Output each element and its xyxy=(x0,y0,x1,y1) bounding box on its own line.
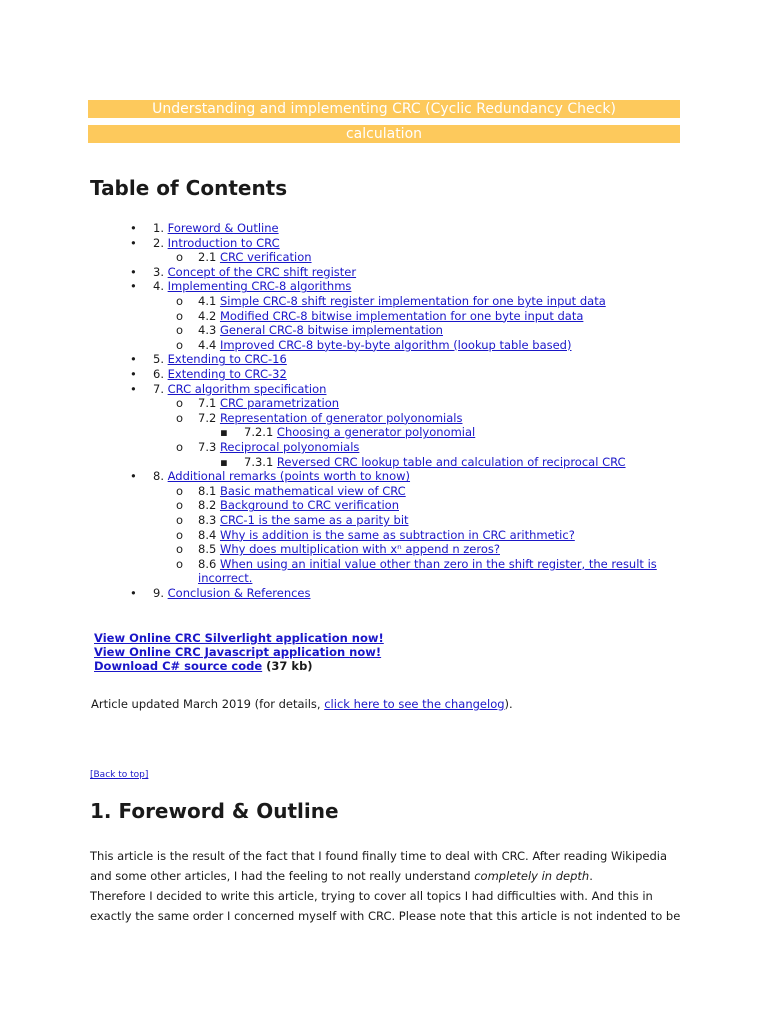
toc-bullet-icon: ▪ xyxy=(220,454,228,469)
toc-item xyxy=(198,396,339,410)
toc-item-link-continued[interactable]: incorrect. xyxy=(198,571,253,586)
toc-bullet-icon: • xyxy=(130,381,137,396)
toc-bullet-icon: • xyxy=(130,469,137,484)
toc-item-number: 8.5 xyxy=(198,542,220,557)
toc-item-link[interactable]: When using an initial value other than zero in the shift register, the result is xyxy=(219,556,657,571)
toc-bullet-icon: o xyxy=(176,498,184,513)
toc-item-number: 4.2 xyxy=(198,308,220,323)
toc-item-link[interactable]: General CRC-8 bitwise implementation xyxy=(219,323,443,338)
toc-bullet-icon: • xyxy=(130,367,137,381)
toc-bullet-icon: o xyxy=(176,513,184,527)
toc-bullet-icon: o xyxy=(176,440,184,454)
toc-item-link[interactable]: Extending to CRC-32 xyxy=(167,367,287,381)
toc-item xyxy=(153,221,279,235)
toc-item-number: 1. xyxy=(153,221,168,235)
toc-item-link[interactable]: Concept of the CRC shift register xyxy=(167,264,357,279)
toc-bullet-icon: o xyxy=(176,337,184,352)
toc-bullet-icon: o xyxy=(176,527,184,542)
updated-suffix: ). xyxy=(504,697,513,711)
toc-item xyxy=(153,586,311,600)
toc-item xyxy=(198,484,406,498)
toc-item-number: 4.1 xyxy=(198,294,220,308)
toc-bullet-icon: • xyxy=(130,279,137,294)
toc-item xyxy=(244,425,475,439)
download-links xyxy=(94,631,384,673)
toc-bullet-icon: o xyxy=(176,396,184,411)
toc-item-link[interactable]: Background to CRC verification xyxy=(219,498,399,513)
back-to-top-link[interactable]: [Back to top] xyxy=(90,770,149,780)
toc-item xyxy=(153,352,287,366)
toc-item xyxy=(198,557,657,571)
toc-bullet-icon: • xyxy=(130,264,137,279)
toc-item-number: 8.3 xyxy=(198,513,220,527)
toc-bullet-icon: o xyxy=(176,410,184,425)
toc-item-number: 8. xyxy=(153,469,168,484)
download-size: (37 kb) xyxy=(262,659,313,673)
toc-item-link[interactable]: Implementing CRC-8 algorithms xyxy=(167,279,352,294)
toc-item-number: 3. xyxy=(153,264,168,279)
toc-bullet-icon: o xyxy=(176,542,184,557)
toc-item-number: 7.2.1 xyxy=(244,425,277,440)
toc-bullet-icon: • xyxy=(130,221,137,235)
toc-item-link[interactable]: Representation of generator polyonomials xyxy=(219,410,463,425)
toc-item-number: 8.4 xyxy=(198,527,220,542)
section-1-heading: 1. Foreword & Outline xyxy=(90,799,339,823)
toc-item-link[interactable]: Reversed CRC lookup table and calculation of reciprocal CRC xyxy=(276,454,626,469)
toc-item-number: 4.3 xyxy=(198,323,220,338)
toc-item-number: 7.3.1 xyxy=(244,454,277,469)
toc-item xyxy=(244,455,626,469)
toc-item-link[interactable]: Conclusion & References xyxy=(167,586,311,600)
toc-item-number: 4. xyxy=(153,279,168,294)
toc-item xyxy=(198,542,500,556)
toc-item-link[interactable]: Extending to CRC-16 xyxy=(167,352,287,367)
toc-item xyxy=(198,294,606,308)
toc-item xyxy=(198,571,252,585)
toc-item xyxy=(198,498,399,512)
toc-bullet-icon: o xyxy=(176,323,184,338)
toc-item-link[interactable]: Basic mathematical view of CRC xyxy=(219,483,406,498)
toc-item-link[interactable]: Introduction to CRC xyxy=(167,235,280,250)
toc-item xyxy=(198,323,443,337)
toc-item xyxy=(198,309,583,323)
paragraph-line: Therefore I decided to write this article, trying to cover all topics I had difficulties with. And this in xyxy=(90,889,653,903)
toc-bullet-icon: o xyxy=(176,294,184,308)
toc-item-link[interactable]: Additional remarks (points worth to know) xyxy=(167,469,411,484)
paragraph-line: exactly the same order I concerned myself with CRC. Please note that this article is not indented to be xyxy=(90,909,681,923)
article-title-line-1: Understanding and implementing CRC (Cyclic Redundancy Check) xyxy=(88,100,680,118)
toc-item xyxy=(198,250,312,264)
toc-item-number: 7.2 xyxy=(198,410,220,425)
toc-item-link[interactable]: Foreword & Outline xyxy=(167,221,279,235)
toc-bullet-icon: • xyxy=(130,235,137,250)
toc-item-link[interactable]: Reciprocal polyonomials xyxy=(219,440,360,454)
paragraph-line: This article is the result of the fact that I found finally time to deal with CRC. After reading Wikipedia xyxy=(90,849,668,863)
javascript-app-link[interactable]: View Online CRC Javascript application now! xyxy=(94,645,382,659)
toc-item xyxy=(153,279,351,293)
toc-item-link[interactable]: Why does multiplication with xⁿ append n zeros? xyxy=(219,542,500,557)
toc-bullet-icon: ▪ xyxy=(220,425,228,440)
toc-item xyxy=(198,338,571,352)
toc-item-number: 7. xyxy=(153,381,168,396)
toc-item xyxy=(198,411,462,425)
toc-item xyxy=(153,469,410,483)
toc-bullet-icon: • xyxy=(130,586,137,600)
updated-prefix: Article updated March 2019 (for details, xyxy=(91,697,325,711)
toc-bullet-icon: o xyxy=(176,483,184,498)
toc-item-link[interactable]: Simple CRC-8 shift register implementation for one byte input data xyxy=(219,294,606,308)
toc-item-link[interactable]: Modified CRC-8 bitwise implementation for one byte input data xyxy=(219,308,584,323)
toc-item-number: 9. xyxy=(153,586,168,600)
toc-item-link[interactable]: Choosing a generator polyonomial xyxy=(276,425,476,440)
toc-item-number: 4.4 xyxy=(198,337,220,352)
toc-item-number: 2.1 xyxy=(198,250,220,265)
toc-item-link[interactable]: CRC algorithm specification xyxy=(167,381,327,396)
toc-item-number: 7.3 xyxy=(198,440,220,454)
section-1-paragraph xyxy=(90,846,690,926)
toc-item-link[interactable]: CRC parametrization xyxy=(219,396,340,411)
article-title-line-2: calculation xyxy=(88,125,680,143)
toc-bullet-icon: o xyxy=(176,308,184,323)
toc-item-number: 8.1 xyxy=(198,483,220,498)
silverlight-app-link[interactable]: View Online CRC Silverlight application now! xyxy=(94,631,384,645)
toc-item-number: 8.2 xyxy=(198,498,220,513)
toc-item-number: 6. xyxy=(153,367,168,381)
toc-item-link[interactable]: Improved CRC-8 byte-by-byte algorithm (lookup table based) xyxy=(219,337,572,352)
toc-item xyxy=(153,382,326,396)
toc-heading: Table of Contents xyxy=(90,176,288,200)
article-updated-note xyxy=(91,697,513,711)
toc-item xyxy=(198,440,359,454)
toc-item-link[interactable]: CRC verification xyxy=(219,250,312,265)
toc-bullet-icon: o xyxy=(176,250,184,265)
paragraph-line: and some other articles, I had the feeling to not really understand completely in depth. xyxy=(90,869,593,883)
toc-item xyxy=(153,236,280,250)
toc-item xyxy=(153,265,356,279)
toc-item xyxy=(198,513,409,527)
toc-item-number: 2. xyxy=(153,235,168,250)
toc-item xyxy=(153,367,287,381)
toc-item-number: 5. xyxy=(153,352,168,367)
toc-bullet-icon: o xyxy=(176,556,184,571)
toc-item-number: 7.1 xyxy=(198,396,220,411)
changelog-link[interactable]: click here to see the changelog xyxy=(324,697,505,711)
toc-item-link[interactable]: Why is addition is the same as subtraction in CRC arithmetic? xyxy=(219,527,575,542)
toc-item-link[interactable]: CRC-1 is the same as a parity bit xyxy=(219,513,409,527)
toc-item-number: 8.6 xyxy=(198,556,220,571)
toc-bullet-icon: • xyxy=(130,352,137,367)
download-source-link[interactable]: Download C# source code xyxy=(94,659,263,673)
toc-item xyxy=(198,528,575,542)
